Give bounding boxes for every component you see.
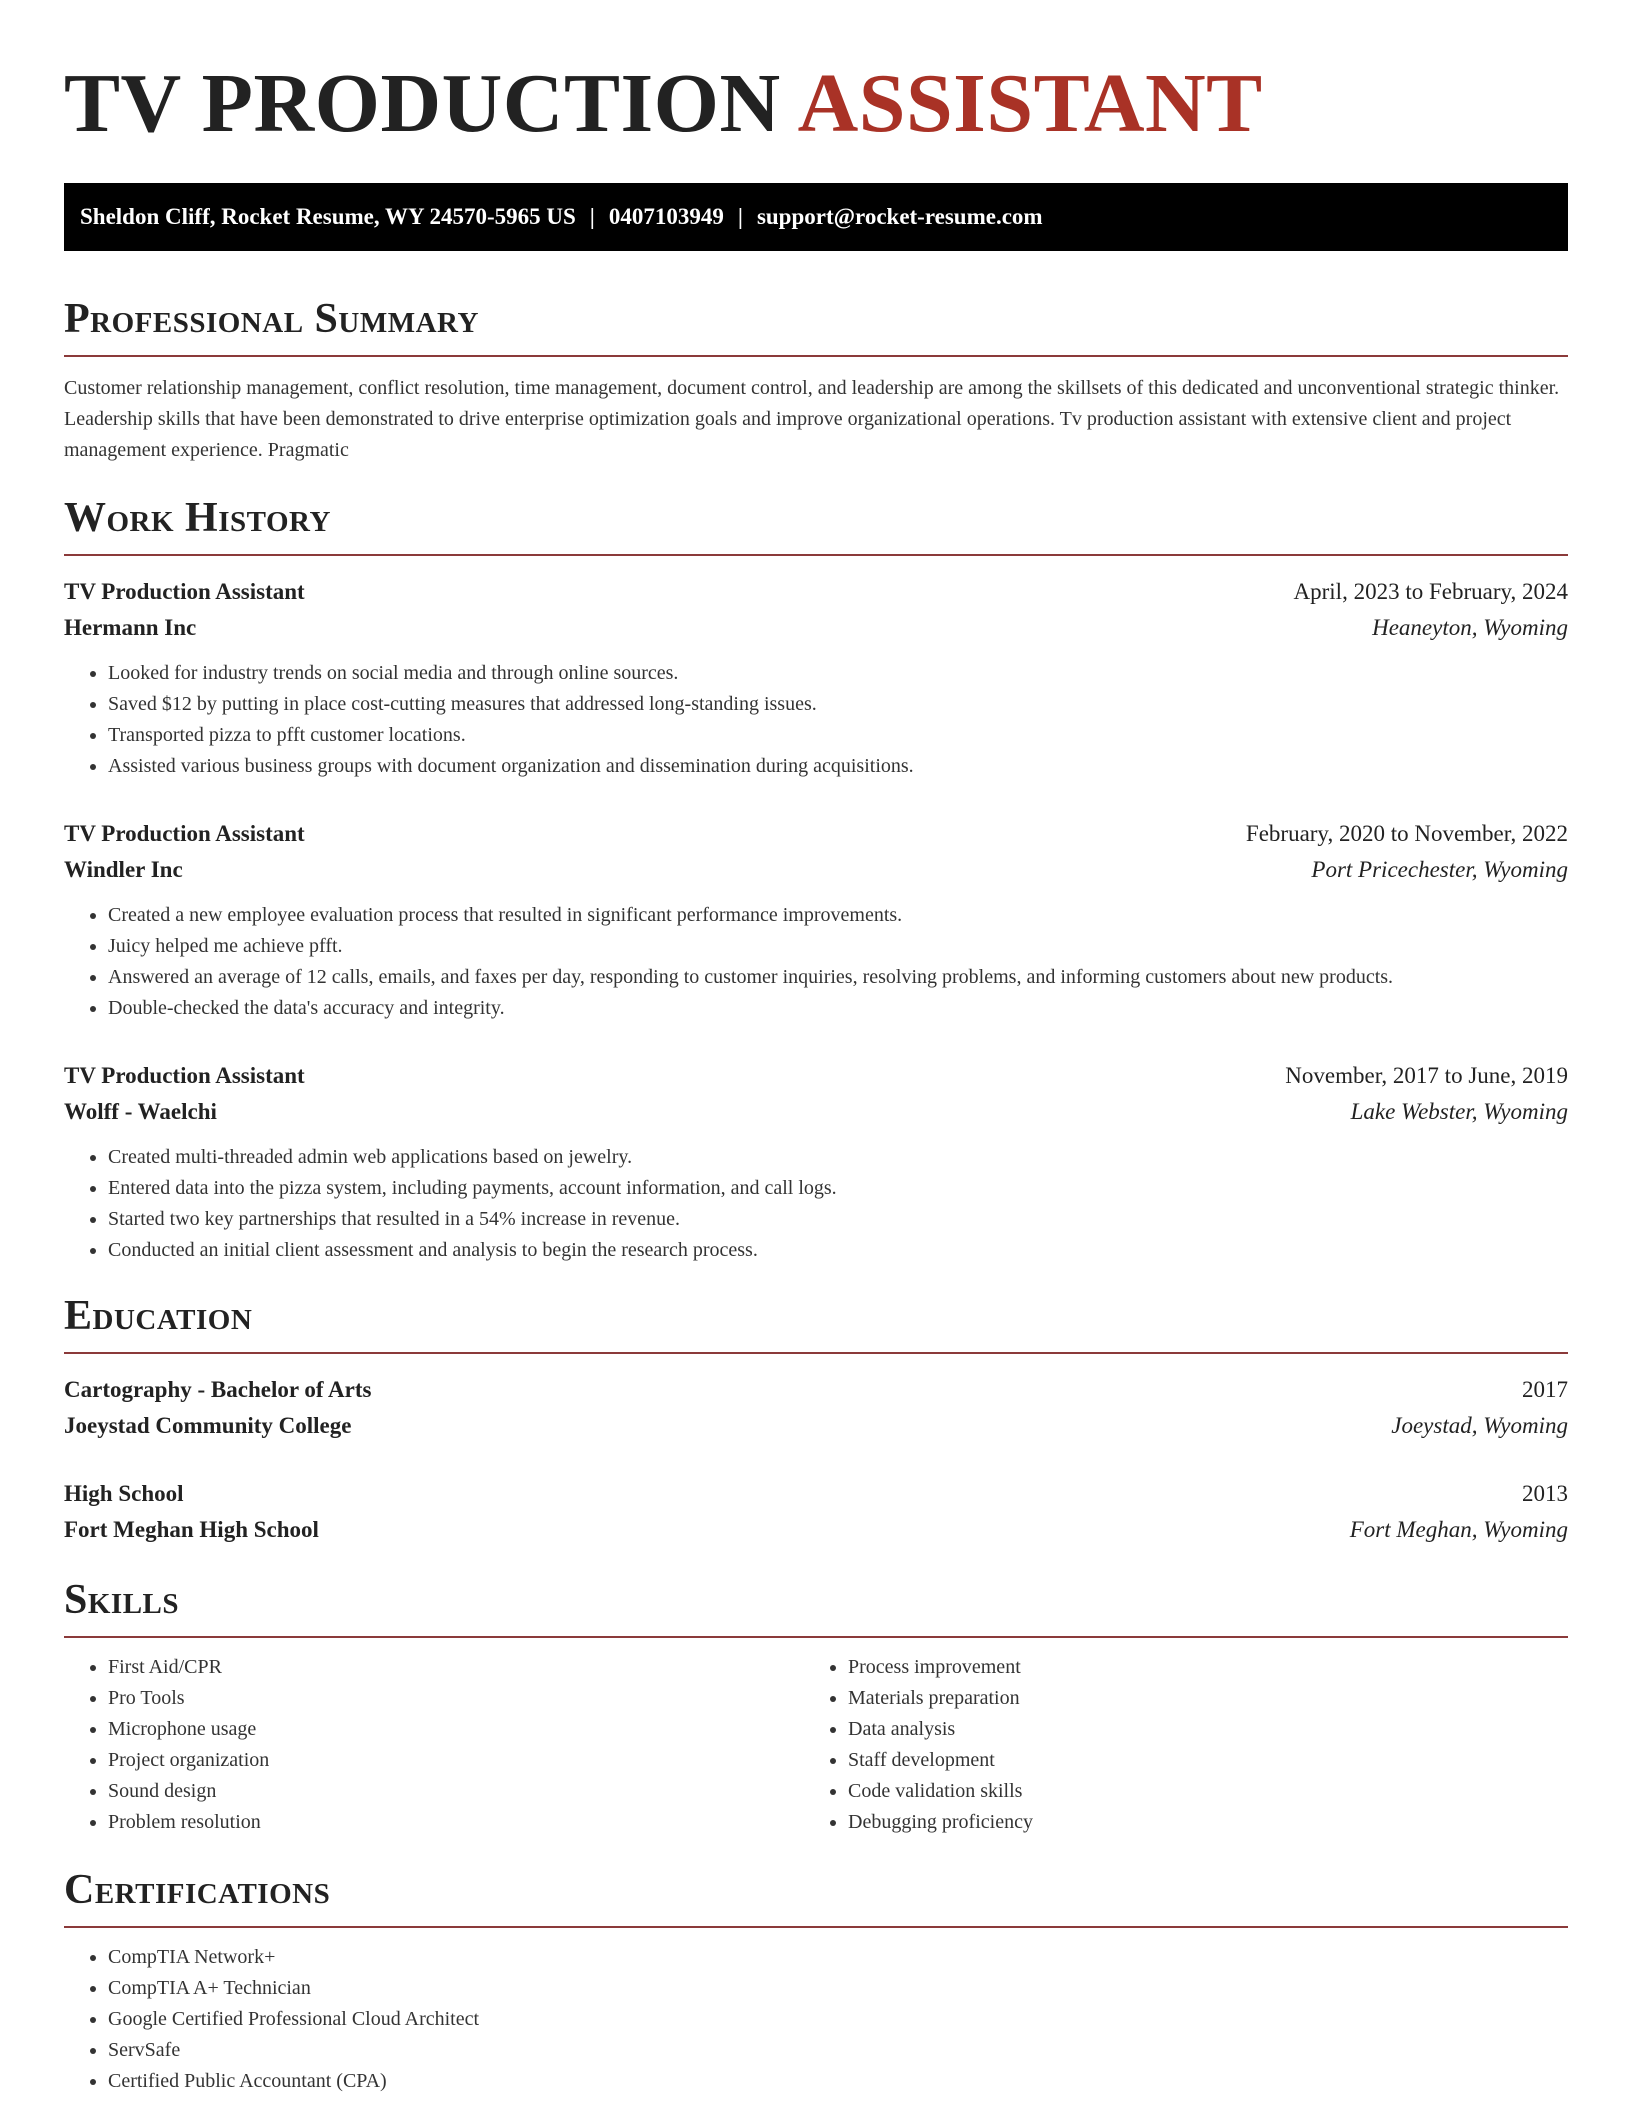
job-entry	[64, 816, 1568, 1024]
work-history-heading: Work History	[64, 494, 1568, 556]
job-entry	[64, 574, 1568, 782]
job-bullet: • Created multi-threaded admin web applications based on jewelry.	[108, 1142, 1568, 1173]
education-entry	[64, 1372, 1568, 1444]
job-dates: February, 2020 to November, 2022	[1245, 821, 1568, 846]
skill-item: • Staff development	[848, 1745, 1544, 1776]
summary-heading: Professional Summary	[64, 295, 1568, 357]
job-bullet: • Entered data into the pizza system, including payments, account information, and call logs.	[108, 1173, 1568, 1204]
job-bullets	[64, 658, 1568, 782]
skill-item: • Code validation skills	[848, 1776, 1544, 1807]
job-title: TV Production Assistant	[64, 821, 305, 846]
skill-item: • Materials preparation	[848, 1683, 1544, 1714]
education-year: 2017	[1522, 1377, 1568, 1402]
job-bullets	[64, 900, 1568, 1024]
certification-item: • Google Certified Professional Cloud Architect	[108, 2004, 1568, 2035]
contact-separator: |	[737, 204, 743, 229]
job-location: Lake Webster, Wyoming	[1350, 1099, 1568, 1124]
job-bullet: • Saved $12 by putting in place cost-cutting measures that addressed long-standing issues.	[108, 689, 1568, 720]
job-location: Port Pricechester, Wyoming	[1311, 857, 1568, 882]
skills-list	[64, 1652, 1568, 1838]
skill-item: • Project organization	[108, 1745, 804, 1776]
certification-item: • CompTIA Network+	[108, 1942, 1568, 1973]
skills-column-right	[804, 1652, 1544, 1838]
skill-item: • Pro Tools	[108, 1683, 804, 1714]
job-bullet: • Juicy helped me achieve pfft.	[108, 931, 1568, 962]
certifications-heading: Certifications	[64, 1866, 1568, 1928]
skill-item: • Sound design	[108, 1776, 804, 1807]
education-school: Fort Meghan High School	[64, 1517, 319, 1542]
job-company: Wolff - Waelchi	[64, 1099, 217, 1124]
job-dates: November, 2017 to June, 2019	[1285, 1063, 1568, 1088]
job-company: Windler Inc	[64, 857, 183, 882]
education-degree: High School	[64, 1481, 184, 1506]
job-dates: April, 2023 to February, 2024	[1293, 579, 1568, 604]
skill-item: • Data analysis	[848, 1714, 1544, 1745]
certifications-list	[64, 1942, 1568, 2097]
skills-column-left	[64, 1652, 804, 1838]
title-part-2: ASSISTANT	[797, 57, 1263, 150]
job-entry	[64, 1058, 1568, 1266]
skills-heading: Skills	[64, 1576, 1568, 1638]
job-bullet: • Double-checked the data's accuracy and integrity.	[108, 993, 1568, 1024]
job-company: Hermann Inc	[64, 615, 197, 640]
job-bullet: • Conducted an initial client assessment and analysis to begin the research process.	[108, 1235, 1568, 1266]
job-bullet: • Answered an average of 12 calls, emails, and faxes per day, responding to customer inquiries, resolving problems, and informing customers about new products.	[108, 962, 1568, 993]
contact-separator: |	[589, 204, 595, 229]
education-degree: Cartography - Bachelor of Arts	[64, 1377, 372, 1402]
education-location: Fort Meghan, Wyoming	[1349, 1517, 1568, 1542]
job-location: Heaneyton, Wyoming	[1372, 615, 1568, 640]
resume-title	[64, 0, 1568, 150]
job-title: TV Production Assistant	[64, 579, 305, 604]
education-school: Joeystad Community College	[64, 1413, 352, 1438]
skill-item: • Process improvement	[848, 1652, 1544, 1683]
skill-item: • Microphone usage	[108, 1714, 804, 1745]
certification-item: • ServSafe	[108, 2035, 1568, 2066]
summary-text: Customer relationship management, conflict resolution, time management, document control, and leadership are among the skillsets of this dedicated and unconventional strategic thinker. Leadership skills that have been demonstrated to drive enterprise optimization goals and improve organizational operations. Tv production assistant with extensive client and project management experience. Pragmatic	[64, 377, 1560, 461]
job-bullets	[64, 1142, 1568, 1266]
job-title: TV Production Assistant	[64, 1063, 305, 1088]
contact-email: support@rocket-resume.com	[756, 204, 1043, 229]
contact-address: Sheldon Cliff, Rocket Resume, WY 24570-5965 US	[80, 204, 576, 229]
education-location: Joeystad, Wyoming	[1391, 1413, 1568, 1438]
certification-item: • CompTIA A+ Technician	[108, 1973, 1568, 2004]
job-bullet: • Created a new employee evaluation process that resulted in significant performance improvements.	[108, 900, 1568, 931]
contact-bar	[64, 183, 1568, 251]
certification-item: • Certified Public Accountant (CPA)	[108, 2066, 1568, 2097]
job-bullet: • Assisted various business groups with document organization and dissemination during acquisitions.	[108, 751, 1568, 782]
skill-item: • Debugging proficiency	[848, 1807, 1544, 1838]
job-bullet: • Transported pizza to pfft customer locations.	[108, 720, 1568, 751]
education-year: 2013	[1522, 1481, 1568, 1506]
skill-item: • First Aid/CPR	[108, 1652, 804, 1683]
title-part-1: TV PRODUCTION	[64, 57, 781, 150]
job-bullet: • Started two key partnerships that resulted in a 54% increase in revenue.	[108, 1204, 1568, 1235]
job-bullet: • Looked for industry trends on social media and through online sources.	[108, 658, 1568, 689]
contact-phone: 0407103949	[608, 204, 724, 229]
education-entry	[64, 1476, 1568, 1548]
education-heading: Education	[64, 1292, 1568, 1354]
skill-item: • Problem resolution	[108, 1807, 804, 1838]
